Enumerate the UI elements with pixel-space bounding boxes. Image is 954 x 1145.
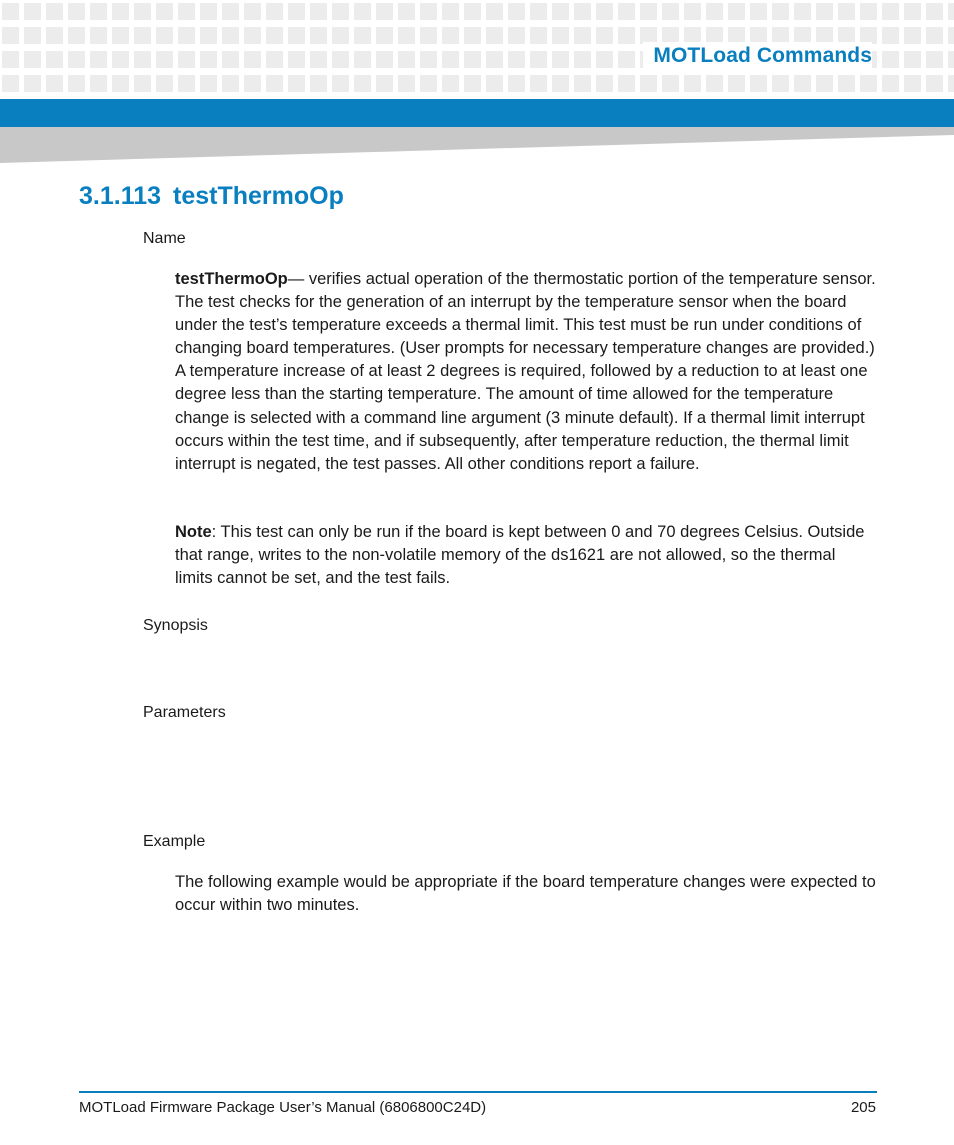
note-label: Note (175, 523, 212, 541)
command-description: — verifies actual operation of the thermostatic portion of the temperature sensor. The test checks for the generation of an interrupt by the temperature sensor when the board under the test’s temperature exceeds a thermal limit. This test must be run under conditions of changing board temperatures. (User prompts for necessary temperature changes are provided.) A temperature increase of at least 2 degrees is required, followed by a reduction to at least one degree less than the starting temperature. The amount of time allowed for the temperature change is selected with a command line argument (3 minute default). If a thermal limit interrupt occurs within the test time, and if subsequently, after temperature reduction, the thermal limit interrupt is negated, the test passes. All other conditions report a failure. (175, 270, 876, 473)
note-text: : This test can only be run if the board is kept between 0 and 70 degrees Celsius. Outside that range, writes to the non-volatile memory of the ds1621 are not allowed, so the thermal limits cannot be set, and the test fails. (175, 523, 865, 588)
section-title: testThermoOp (173, 182, 344, 210)
note-paragraph (175, 521, 877, 590)
synopsis-label: Synopsis (143, 617, 208, 634)
section-number: 3.1.113 (79, 182, 162, 210)
example-label: Example (143, 833, 206, 850)
command-name: testThermoOp (175, 270, 288, 288)
header-gray-wedge (0, 127, 954, 164)
section-heading (79, 182, 344, 211)
name-description (175, 268, 877, 476)
running-header-title: MOTLoad Commands (643, 42, 872, 70)
name-label: Name (143, 230, 186, 247)
example-description: The following example would be appropriate if the board temperature changes were expected to occur within two minutes. (175, 873, 876, 915)
page-number: 205 (850, 1099, 876, 1116)
header-blue-band (0, 99, 954, 127)
footer-manual-title: MOTLoad Firmware Package User’s Manual (6806800C24D) (79, 1099, 487, 1116)
parameters-label: Parameters (143, 704, 226, 721)
footer-rule (79, 1091, 877, 1093)
